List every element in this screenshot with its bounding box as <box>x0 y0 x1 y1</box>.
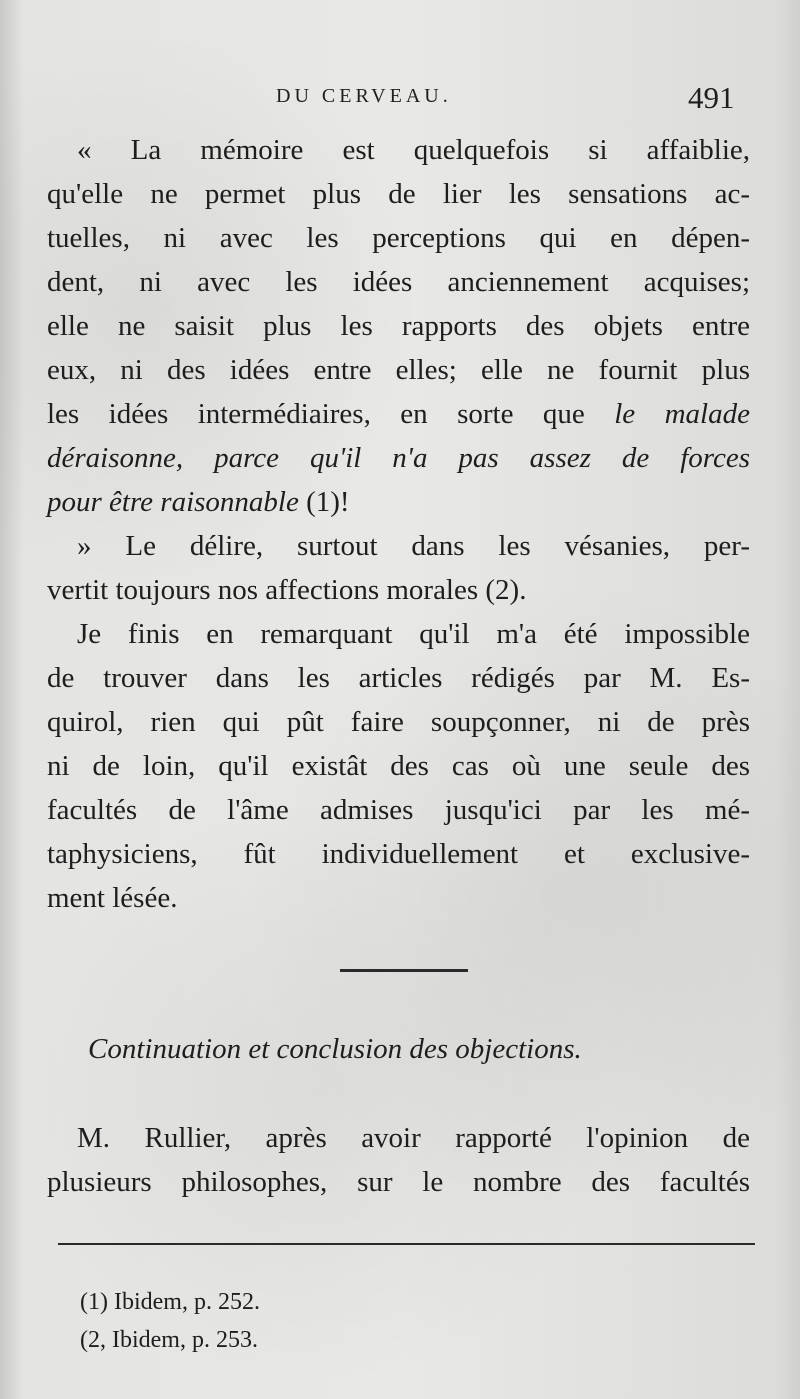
footnotes <box>80 1283 400 1359</box>
text-line: » Le délire, surtout dans les vésanies, per- <box>77 530 750 562</box>
text-line: plusieurs philosophes, sur le nombre des facultés <box>47 1166 750 1198</box>
text-line <box>47 392 750 436</box>
running-head: DU CERVEAU. <box>276 85 452 107</box>
text-line: Je finis en remarquant qu'il m'a été impossible <box>77 618 750 650</box>
footnote-2: (2, Ibidem, p. 253. <box>80 1327 258 1353</box>
text-line: quirol, rien qui pût faire soupçonner, ni de près <box>47 706 750 738</box>
text-line: dent, ni avec les idées anciennement acquises; <box>47 266 750 298</box>
text-line: qu'elle ne permet plus de lier les sensations ac- <box>47 178 750 210</box>
text-line: taphysiciens, fût individuellement et exclusive- <box>47 838 750 870</box>
text-line: vertit toujours nos affections morales (2). <box>47 574 527 606</box>
text-line: elle ne saisit plus les rapports des objets entre <box>47 310 750 342</box>
text-line: facultés de l'âme admises jusqu'ici par les mé- <box>47 794 750 826</box>
footnote-rule <box>58 1243 755 1245</box>
text-line: eux, ni des idées entre elles; elle ne fournit plus <box>47 354 750 386</box>
page-number: 491 <box>688 80 735 115</box>
text-segment: les idées intermédiaires, en sorte que <box>47 398 615 430</box>
body-text-lower <box>47 1116 750 1204</box>
text-line: ment lésée. <box>47 882 178 914</box>
text-line <box>47 480 750 524</box>
text-line: M. Rullier, après avoir rapporté l'opinion de <box>77 1122 750 1154</box>
page-header <box>276 82 756 118</box>
italic-segment: pour être raisonnable <box>47 486 299 518</box>
text-segment: (1)! <box>298 486 350 518</box>
section-divider <box>340 969 468 972</box>
italic-segment: le malade <box>614 398 750 430</box>
text-line: de trouver dans les articles rédigés par M. Es- <box>47 662 750 694</box>
section-title: Continuation et conclusion des objections. <box>88 1033 582 1065</box>
text-line: « La mémoire est quelquefois si affaiblie, <box>77 134 750 166</box>
body-text-upper <box>47 128 750 920</box>
text-line-italic: déraisonne, parce qu'il n'a pas assez de forces <box>47 442 750 474</box>
footnote-1: (1) Ibidem, p. 252. <box>80 1289 260 1315</box>
text-line: ni de loin, qu'il existât des cas où une seule des <box>47 750 750 782</box>
text-line: tuelles, ni avec les perceptions qui en dépen- <box>47 222 750 254</box>
